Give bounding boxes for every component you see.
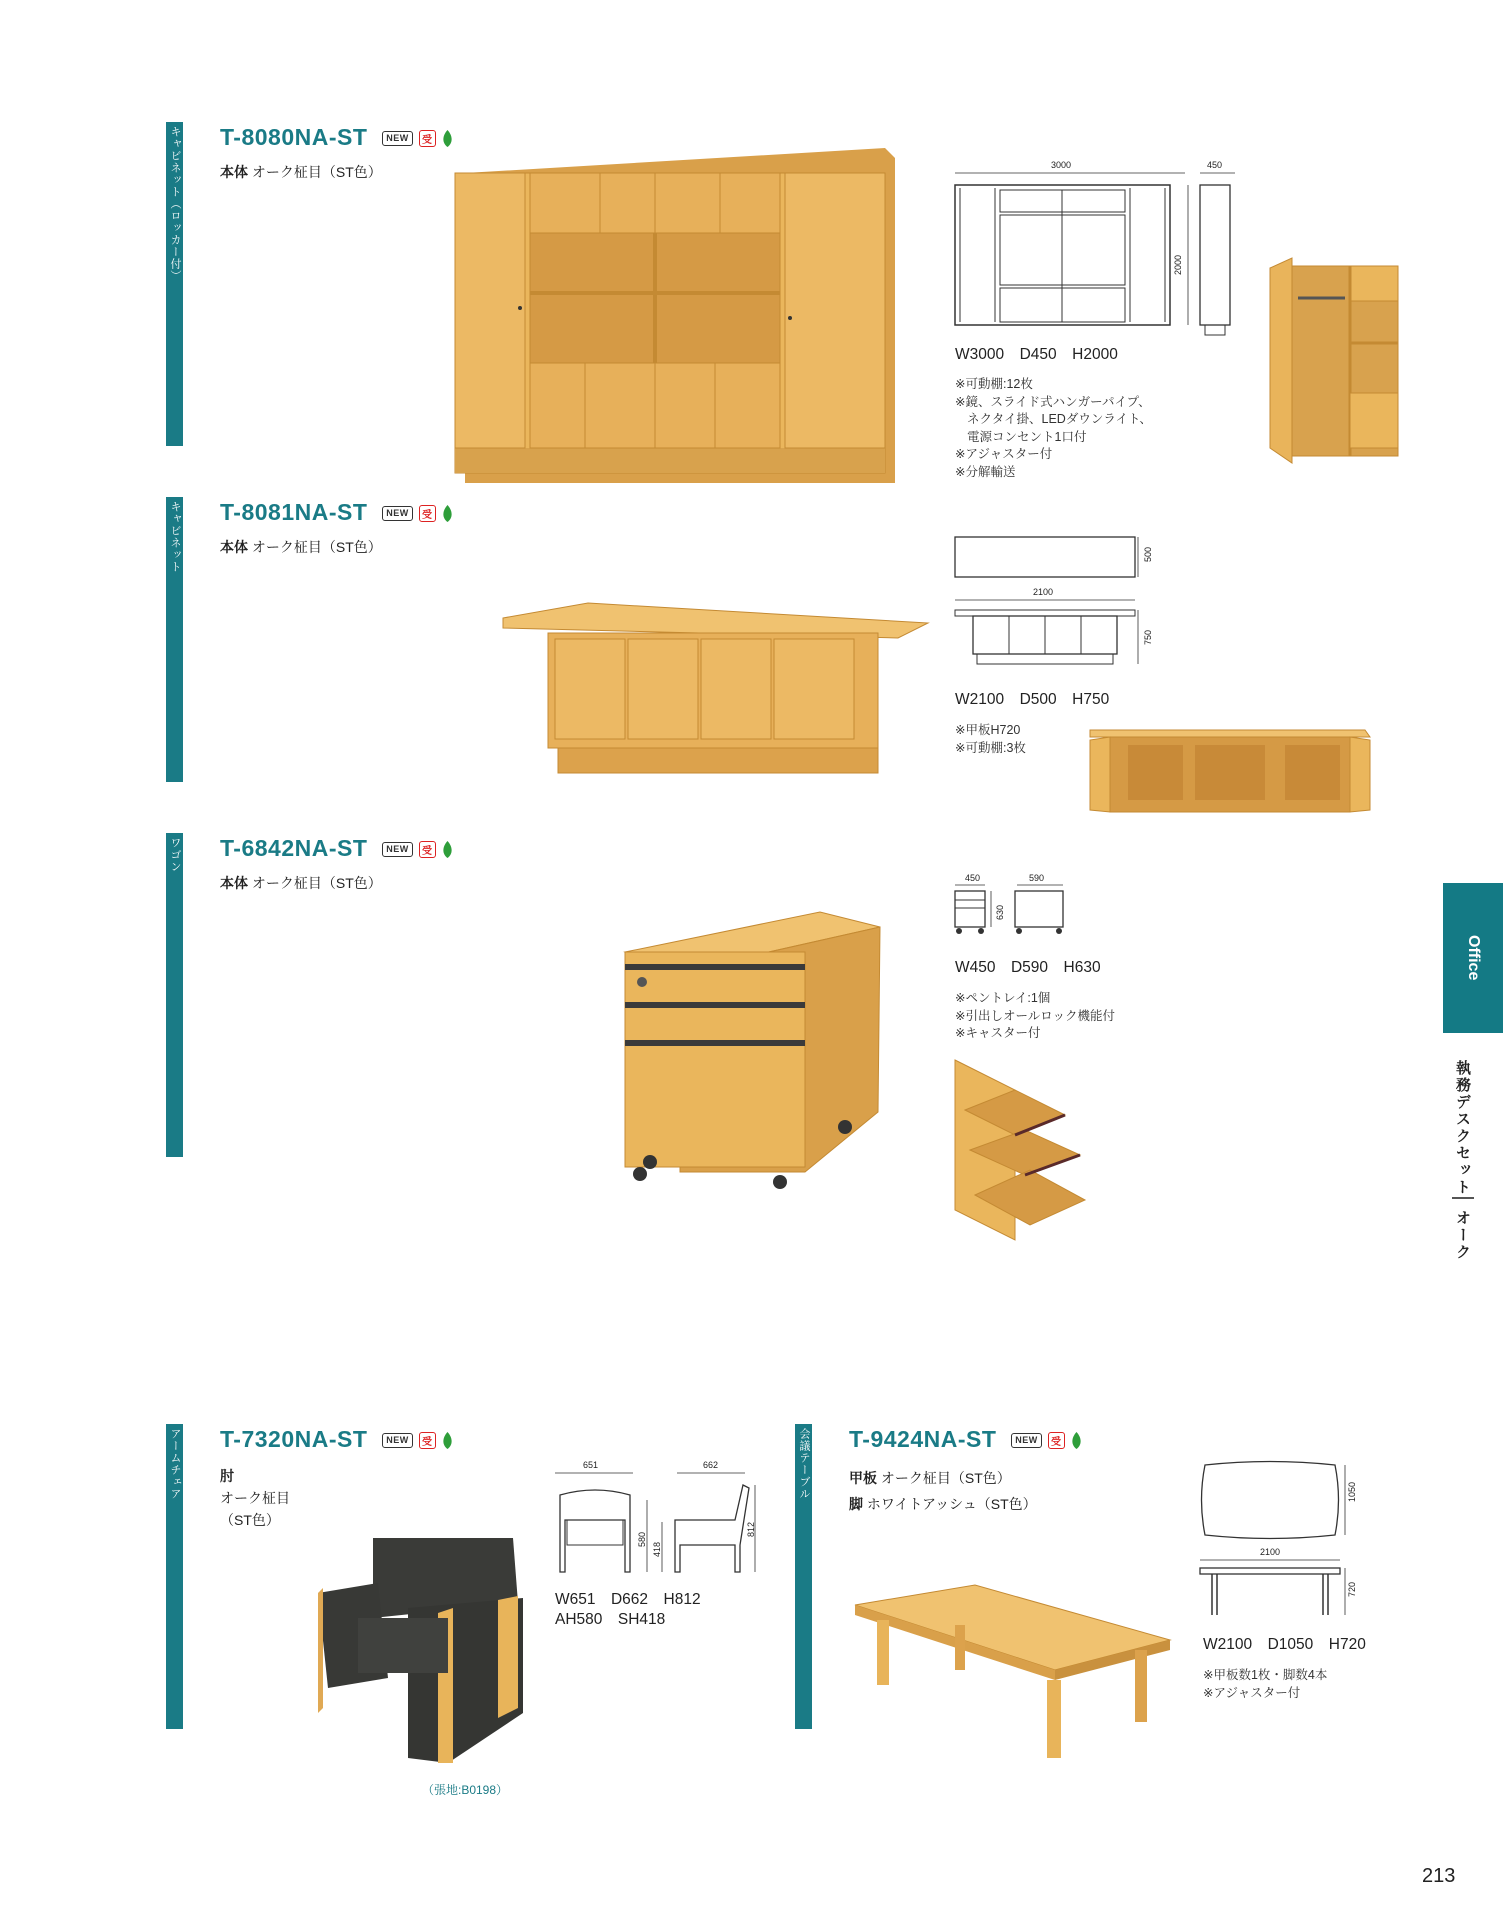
dim-depth-label: 500 bbox=[1143, 547, 1153, 563]
dim-height-label: 750 bbox=[1143, 630, 1153, 646]
category-label: 執務デスクセット bbox=[1454, 1060, 1471, 1196]
category-bar: アームチェア bbox=[166, 1424, 183, 1729]
new-badge: NEW bbox=[382, 842, 413, 857]
material-text: 本体 オーク柾目（ST色） bbox=[220, 875, 382, 891]
ju-badge: 受 bbox=[419, 841, 436, 858]
model-number: T-7320NA-ST bbox=[220, 1426, 368, 1452]
eco-leaf-icon bbox=[442, 505, 453, 522]
new-badge: NEW bbox=[382, 131, 413, 146]
armchair-drawing bbox=[555, 1460, 770, 1575]
model-number: T-9424NA-ST bbox=[849, 1426, 997, 1452]
dim-arm-height-label: 580 bbox=[637, 1532, 647, 1548]
cabinet-locker-photo bbox=[455, 143, 895, 485]
armchair-photo bbox=[318, 1538, 523, 1763]
dim-height-label: 720 bbox=[1347, 1582, 1357, 1598]
subcategory-label: オーク bbox=[1454, 1210, 1471, 1261]
ju-badge: 受 bbox=[1048, 1432, 1065, 1449]
model-title bbox=[220, 835, 453, 862]
ju-badge: 受 bbox=[419, 130, 436, 147]
locker-interior-photo bbox=[1270, 258, 1398, 463]
dim-width-label: 2100 bbox=[1260, 1547, 1281, 1557]
notes: ※甲板H720 ※可動棚:3枚 bbox=[955, 723, 1026, 755]
notes: ※ペントレイ:1個 ※引出しオールロック機能付 ※キャスター付 bbox=[955, 991, 1115, 1040]
ju-badge: 受 bbox=[419, 1432, 436, 1449]
dimensions: W450 D590 H630 bbox=[955, 959, 1101, 976]
notes: ※可動棚:12枚 ※鏡、スライド式ハンガーパイプ、 ネクタイ掛、LEDダウンライト、 電源コンセント1口付 ※アジャスター付 ※分解輸送 bbox=[955, 377, 1152, 479]
eco-leaf-icon bbox=[442, 130, 453, 147]
model-number: T-6842NA-ST bbox=[220, 835, 368, 861]
new-badge: NEW bbox=[382, 506, 413, 521]
office-tab[interactable]: Office bbox=[1443, 883, 1503, 1033]
material-text: 肘 オーク柾目 （ST色） bbox=[220, 1468, 290, 1528]
meeting-table-drawing bbox=[1200, 1460, 1370, 1620]
dim-depth-label: 662 bbox=[703, 1460, 719, 1470]
dim-depth-label: 590 bbox=[1029, 873, 1045, 883]
eco-leaf-icon bbox=[442, 1432, 453, 1449]
category-bar: 会議テーブル bbox=[795, 1424, 812, 1729]
wagon-open-drawers-photo bbox=[955, 1060, 1085, 1240]
divider bbox=[1452, 1197, 1474, 1199]
meeting-table-photo bbox=[855, 1585, 1170, 1760]
dim-width-label: 3000 bbox=[1051, 160, 1072, 170]
wagon-photo bbox=[620, 912, 880, 1202]
dim-width-label: 651 bbox=[583, 1460, 599, 1470]
cabinet-locker-drawing bbox=[955, 160, 1235, 340]
dimensions: W3000 D450 H2000 bbox=[955, 346, 1118, 363]
low-cabinet-open-photo bbox=[1090, 725, 1370, 825]
model-title bbox=[849, 1426, 1082, 1453]
dim-depth-label: 450 bbox=[1207, 160, 1223, 170]
model-number: T-8081NA-ST bbox=[220, 499, 368, 525]
dim-width-label: 450 bbox=[965, 873, 981, 883]
dimensions: W2100 D1050 H720 bbox=[1203, 1636, 1366, 1653]
wagon-drawing bbox=[955, 873, 1070, 938]
new-badge: NEW bbox=[382, 1433, 413, 1448]
category-bar: キャビネット bbox=[166, 497, 183, 782]
low-cabinet-drawing bbox=[955, 535, 1165, 670]
eco-leaf-icon bbox=[442, 841, 453, 858]
category-bar: キャビネット（ロッカー付） bbox=[166, 122, 183, 446]
model-title bbox=[220, 499, 453, 526]
model-title bbox=[220, 124, 453, 151]
low-cabinet-photo bbox=[503, 603, 928, 778]
dim-height-label: 2000 bbox=[1173, 255, 1183, 276]
dimensions: W651 D662 H812 AH580 SH418 bbox=[555, 1591, 701, 1628]
dim-height-label: 812 bbox=[746, 1522, 756, 1538]
notes: ※甲板数1枚・脚数4本 ※アジャスター付 bbox=[1203, 1668, 1328, 1700]
eco-leaf-icon bbox=[1071, 1432, 1082, 1449]
page-number: 213 bbox=[1422, 1865, 1456, 1887]
dim-seat-height-label: 418 bbox=[652, 1542, 662, 1558]
new-badge: NEW bbox=[1011, 1433, 1042, 1448]
dimensions: W2100 D500 H750 bbox=[955, 691, 1110, 708]
dim-height-label: 630 bbox=[995, 905, 1005, 921]
dim-width-label: 2100 bbox=[1033, 587, 1054, 597]
ju-badge: 受 bbox=[419, 505, 436, 522]
model-title bbox=[220, 1426, 453, 1453]
dim-depth-label: 1050 bbox=[1347, 1482, 1357, 1503]
fabric-caption: （張地:B0198） bbox=[422, 1783, 509, 1797]
material-text: 甲板 オーク柾目（ST色） 脚 ホワイトアッシュ（ST色） bbox=[849, 1470, 1037, 1512]
material-text: 本体 オーク柾目（ST色） bbox=[220, 164, 382, 180]
category-bar: ワゴン bbox=[166, 833, 183, 1157]
material-text: 本体 オーク柾目（ST色） bbox=[220, 539, 382, 555]
model-number: T-8080NA-ST bbox=[220, 124, 368, 150]
